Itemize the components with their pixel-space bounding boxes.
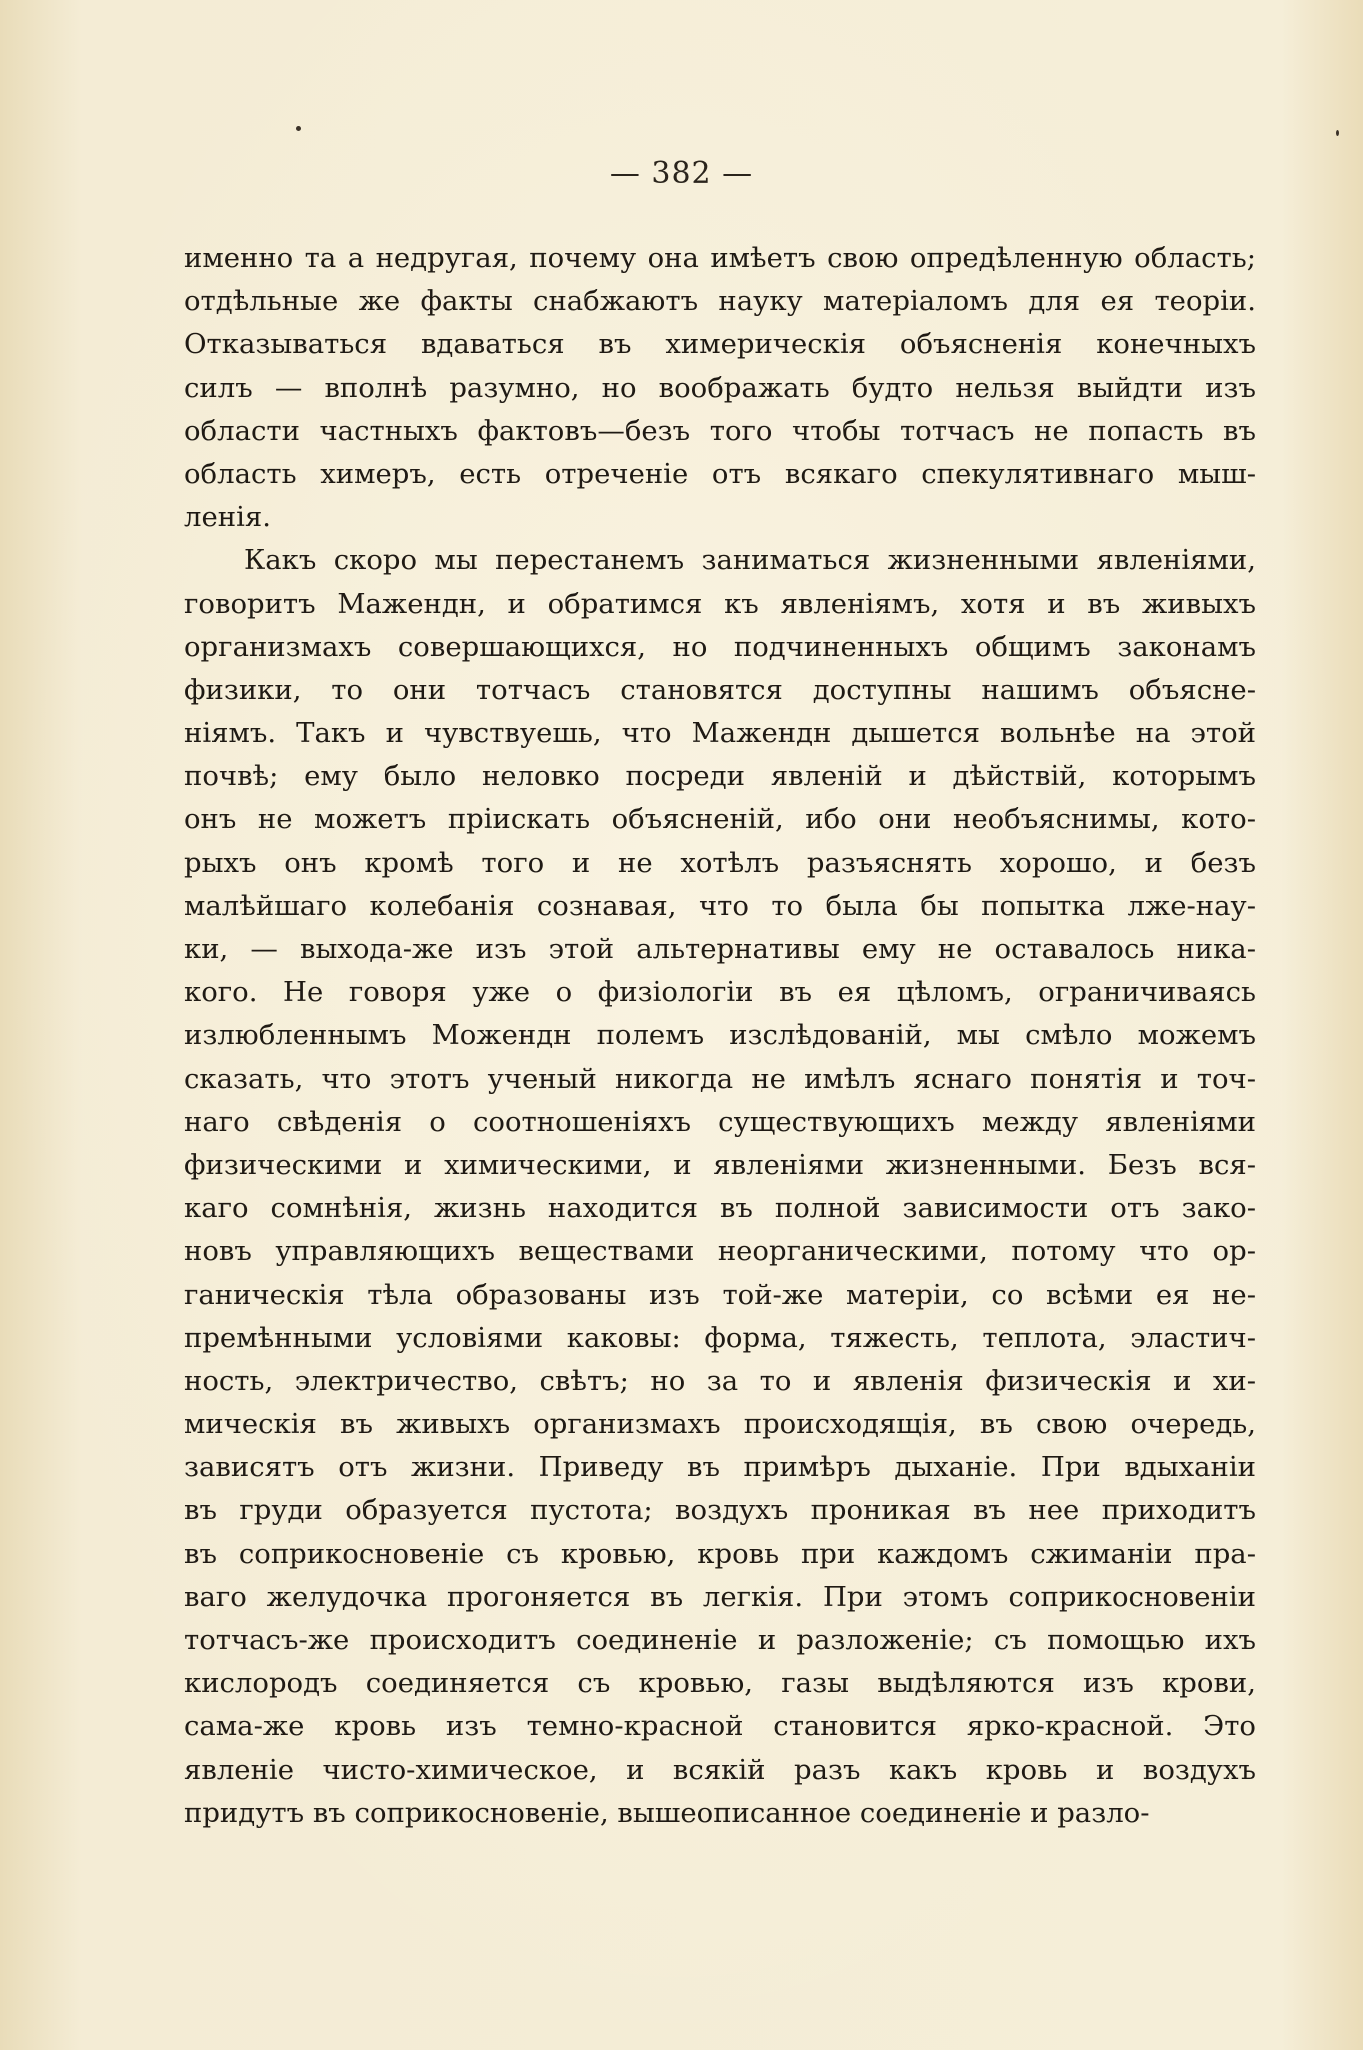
text-line: Отказываться вдаваться въ химерическія объясненія конечныхъ (184, 328, 1256, 361)
text-line: явленіе чисто-химическое, и всякій разъ какъ кровь и воздухъ (184, 1753, 1256, 1786)
text-line: въ соприкосновеніе съ кровью, кровь при каждомъ сжиманіи пра- (184, 1537, 1256, 1570)
text-line: физики, то они тотчасъ становятся доступны нашимъ объясне- (184, 673, 1256, 706)
text-line: область химеръ, есть отреченіе отъ всякаго спекулятивнаго мыш- (184, 457, 1256, 490)
text-line: придутъ въ соприкосновеніе, вышеописанное соединеніе и разло- (184, 1796, 1150, 1829)
text-line: зависятъ отъ жизни. Приведу въ примѣръ дыханіе. При вдыханіи (184, 1451, 1256, 1484)
text-line: новъ управляющихъ веществами неорганическими, потому что ор- (184, 1235, 1256, 1268)
text-line: ніямъ. Такъ и чувствуешь, что Мажендн дышется вольнѣе на этой (184, 717, 1256, 750)
text-line: физическими и химическими, и явленіями жизненными. Безъ вся- (184, 1148, 1256, 1181)
paragraph (184, 237, 1256, 539)
text-line: онъ не можетъ пріискать объясненій, ибо они необъяснимы, кото- (184, 803, 1256, 836)
text-line: отдѣльные же факты снабжаютъ науку матеріаломъ для ея теоріи. (184, 285, 1256, 318)
text-line: ки, — выхода-же изъ этой альтернативы ему не оставалось ника- (184, 933, 1256, 965)
text-line: рыхъ онъ кромѣ того и не хотѣлъ разъяснять хорошо, и безъ (184, 846, 1256, 879)
text-line: кислородъ соединяется съ кровью, газы выдѣляются изъ крови, (184, 1667, 1256, 1700)
text-line: именно та а недругая, почему она имѣетъ свою опредѣленную область; (184, 242, 1256, 274)
text-line: почвѣ; ему было неловко посреди явленій и дѣйствій, которымъ (184, 760, 1256, 793)
text-line: говоритъ Мажендн, и обратимся къ явленіямъ, хотя и въ живыхъ (184, 587, 1256, 620)
text-line: сказать, что этотъ ученый никогда не имѣлъ яснаго понятія и точ- (184, 1062, 1256, 1095)
text-line: ваго желудочка прогоняется въ легкія. При этомъ соприкосновеніи (184, 1580, 1256, 1613)
text-line: излюбленнымъ Можендн полемъ изслѣдованій, мы смѣло можемъ (184, 1019, 1256, 1052)
ink-speck (296, 126, 301, 131)
text-line: Какъ скоро мы перестанемъ заниматься жизненными явленіями, (244, 544, 1256, 577)
page-number: — 382 — (609, 156, 754, 191)
text-line: области частныхъ фактовъ—безъ того чтобы тотчасъ не попасть въ (184, 414, 1256, 447)
text-line: каго сомнѣнія, жизнь находится въ полной зависимости отъ зако- (184, 1192, 1256, 1225)
text-line: въ груди образуется пустота; воздухъ проникая въ нее приходитъ (184, 1494, 1256, 1527)
text-line: малѣйшаго колебанія сознавая, что то была бы попытка лже-нау- (184, 889, 1256, 922)
text-line: сама-же кровь изъ темно-красной становится ярко-красной. Это (184, 1710, 1256, 1743)
text-line: кого. Не говоря уже о физіологіи въ ея цѣломъ, ограничиваясь (184, 976, 1256, 1009)
paragraph (184, 539, 1256, 1835)
text-line: ленія. (184, 501, 271, 534)
text-line: мическія въ живыхъ организмахъ происходящія, въ свою очередь, (184, 1408, 1256, 1441)
body-text (184, 237, 1256, 1835)
text-line: наго свѣденія о соотношеніяхъ существующихъ между явленіями (184, 1105, 1256, 1138)
text-line: премѣнными условіями каковы: форма, тяжесть, теплота, эластич- (184, 1321, 1256, 1354)
ink-speck (1336, 130, 1339, 136)
text-line: организмахъ совершающихся, но подчиненныхъ общимъ законамъ (184, 630, 1256, 663)
text-line: силъ — вполнѣ разумно, но воображать будто нельзя выйдти изъ (184, 371, 1256, 404)
text-line: ганическія тѣла образованы изъ той-же матеріи, со всѣми ея не- (184, 1278, 1256, 1311)
text-line: тотчасъ-же происходитъ соединеніе и разложеніе; съ помощью ихъ (184, 1624, 1256, 1656)
text-line: ность, электричество, свѣтъ; но за то и явленія физическія и хи- (184, 1364, 1256, 1397)
